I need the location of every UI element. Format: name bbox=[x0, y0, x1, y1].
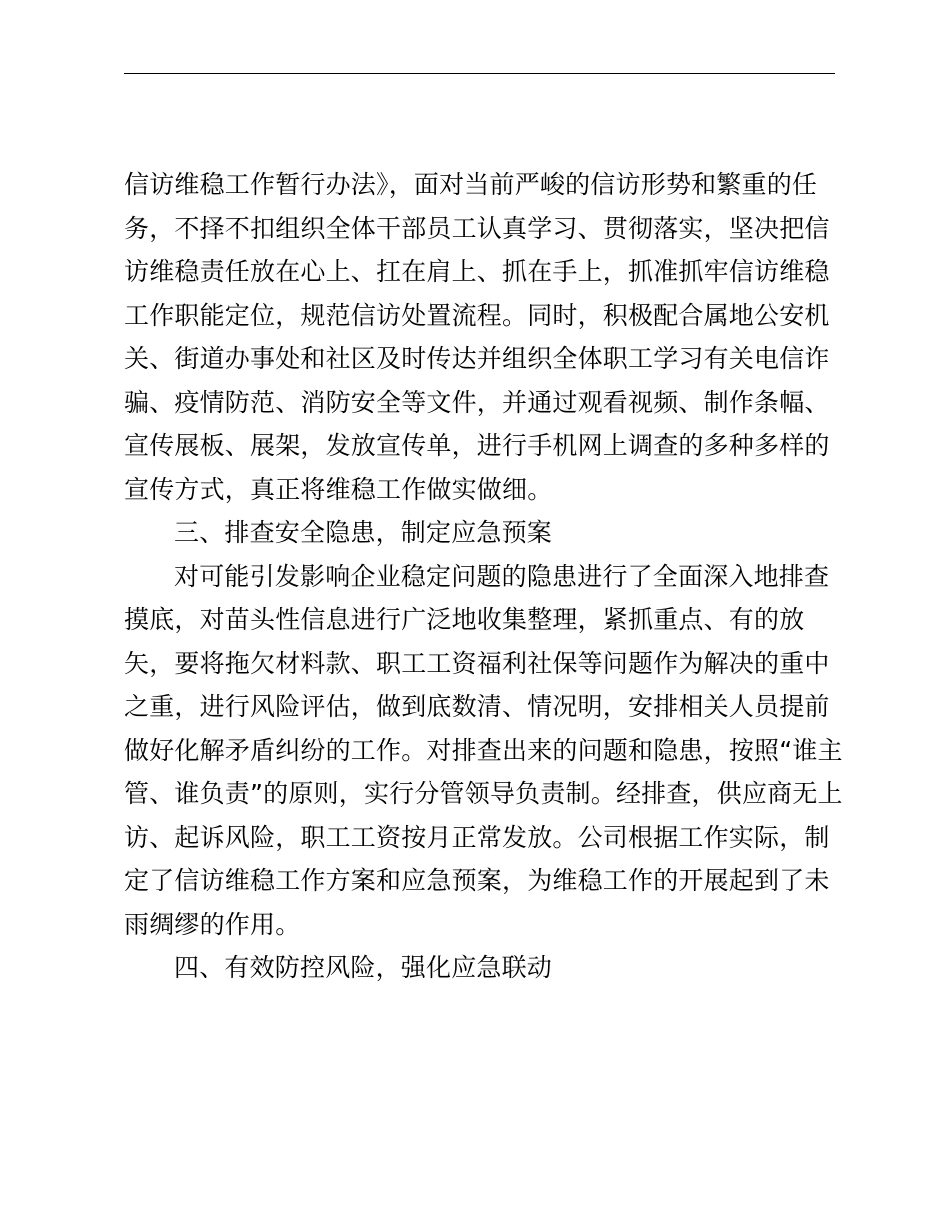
heading-text: 三、排查安全隐患，制定应急预案 bbox=[174, 518, 553, 547]
paragraph-continuation bbox=[124, 163, 836, 511]
text-line: 骗、疫情防范、消防安全等文件，并通过观看视频、制作条幅、 bbox=[124, 387, 830, 417]
document-body bbox=[124, 163, 843, 990]
text-line: 管、谁负责”的原则，实行分管领导负责制。经排查，供应商无上 bbox=[124, 779, 843, 808]
section-heading-3 bbox=[124, 511, 836, 555]
section-heading-4 bbox=[124, 946, 836, 990]
text-line: 访、起诉风险，职工工资按月正常发放。公司根据工作实际，制 bbox=[124, 822, 830, 852]
text-line: 摸底，对苗头性信息进行广泛地收集整理，紧抓重点、有的放 bbox=[124, 605, 805, 634]
text-line: 矢，要将拖欠材料款、职工工资福利社保等问题作为解决的重中 bbox=[124, 648, 830, 678]
text-line: 雨绸缪的作用。 bbox=[124, 909, 301, 939]
text-line: 信访维稳工作暂行办法》，面对当前严峻的信访形势和繁重的任 bbox=[124, 170, 818, 199]
heading-text: 四、有效防控风险，强化应急联动 bbox=[174, 953, 553, 982]
text-line: 宣传方式，真正将维稳工作做实做细。 bbox=[124, 474, 553, 504]
text-line: 之重，进行风险评估，做到底数清、情况明，安排相关人员提前 bbox=[124, 692, 830, 721]
text-line: 访维稳责任放在心上、扛在肩上、抓在手上，抓准抓牢信访维稳 bbox=[124, 257, 830, 286]
text-line: 宣传展板、展架，发放宣传单，进行手机网上调查的多种多样的 bbox=[124, 431, 830, 460]
text-line: 工作职能定位，规范信访处置流程。同时，积极配合属地公安机 bbox=[124, 300, 830, 330]
header-rule bbox=[124, 73, 835, 74]
paragraph-section-3 bbox=[124, 555, 843, 947]
text-line: 对可能引发影响企业稳定问题的隐患进行了全面深入地排查 bbox=[174, 561, 830, 591]
text-line: 务，不择不扣组织全体干部员工认真学习、贯彻落实，坚决把信 bbox=[124, 213, 830, 243]
text-line: 做好化解矛盾纠纷的工作。对排查出来的问题和隐患，按照“谁主 bbox=[124, 735, 843, 765]
text-line: 关、街道办事处和社区及时传达并组织全体职工学习有关电信诈 bbox=[124, 344, 830, 373]
text-line: 定了信访维稳工作方案和应急预案，为维稳工作的开展起到了未 bbox=[124, 866, 830, 895]
